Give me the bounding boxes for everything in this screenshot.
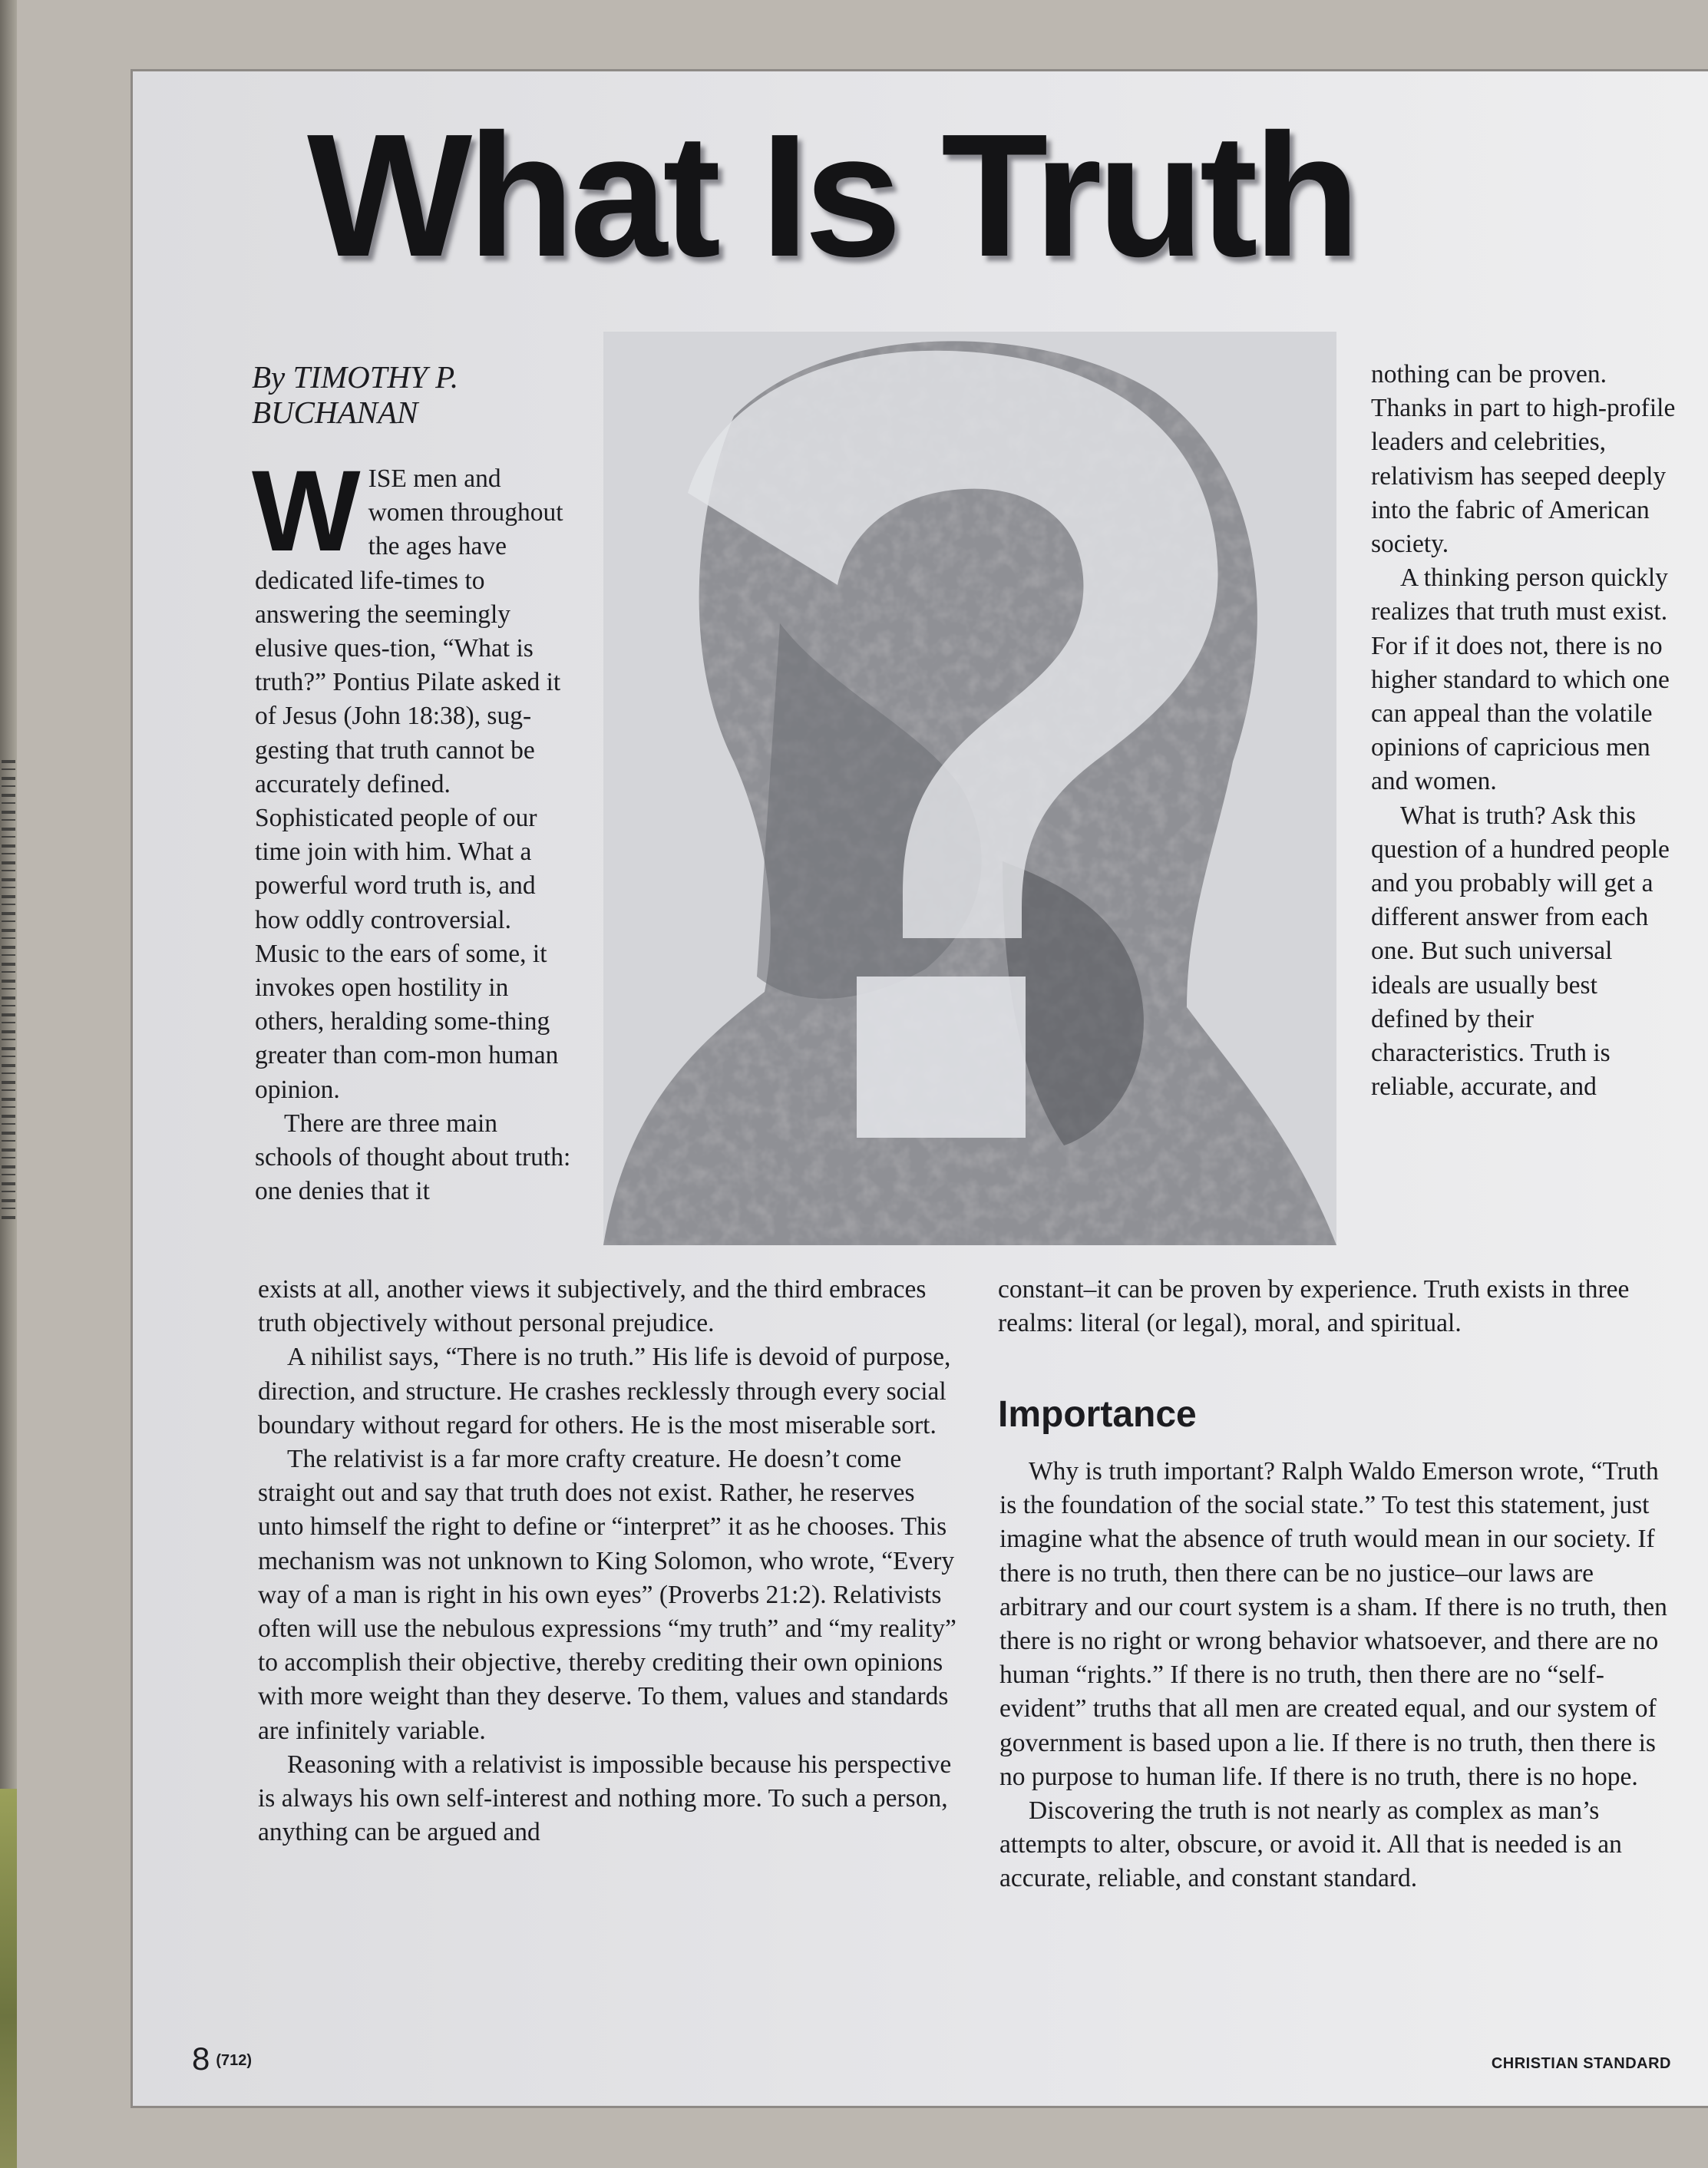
paragraph: A thinking person quickly realizes that truth must exist. For if it does not, there is no higher standard to which one can appeal than the volatile opinions of capricious men and women. <box>1371 563 1670 796</box>
magazine-name: CHRISTIAN STANDARD <box>1491 2055 1671 2072</box>
paragraph: A nihilist says, “There is no truth.” His life is devoid of purpose, direction, and structure. He crashes recklessly through every social boundary without regard for others. He is the most miserable sort. <box>258 1343 951 1439</box>
section-heading: Importance <box>998 1394 1197 1435</box>
page-number <box>192 2041 252 2077</box>
paragraph: There are three main schools of thought about truth: one denies that it <box>255 1109 571 1206</box>
column-2-wide <box>999 1455 1673 1896</box>
adjacent-page-edge <box>0 1789 17 2168</box>
column-2-narrow <box>1371 358 1678 1104</box>
byline: By TIMOTHY P. BUCHANAN <box>252 359 459 430</box>
paragraph: What is truth? Ask this question of a hundred people and you probably will get a different answer from each one. But such universal ideals are usually best defined by their characteristics. Truth is reliable, accurate, and <box>1371 801 1670 1102</box>
paragraph: constant–it can be proven by experience. Truth exists in three realms: literal (or legal), moral, and spiritual. <box>998 1275 1630 1338</box>
question-mark-dot <box>857 977 1026 1138</box>
paragraph: Why is truth important? Ralph Waldo Emerson wrote, “Truth is the foundation of the social state.” To test this statement, just imagine what the absence of truth would mean in our society. If there is no truth, then there can be no justice–our laws are arbitrary and our court system is a sham. If there is no truth, then there is no right or wrong behavior whatsoever, and there are no human “rights.” If there is no truth, then there are no “self-evident” truths that all men are created equal, and our system of government is based upon a lie. If there is no truth, then there is no purpose to human life. If there is no truth, there is no hope. <box>999 1457 1667 1791</box>
page-number-sub: (712) <box>216 2052 253 2070</box>
paragraph: nothing can be proven. Thanks in part to high-profile leaders and celebrities, relativism has seeped deeply into the fabric of American society. <box>1371 360 1676 559</box>
paragraph: The relativist is a far more crafty creature. He doesn’t come straight out and say that truth does not exist. Rather, he reserves unto himself the right to define or “interpret” it as he chooses. This mechanism was not unknown to King Solomon, who wrote, “Every way of a man is right in his own eyes” (Proverbs 21:2). Relativists often will use the nebulous expressions “my truth” and “my reality” to accomplish their objective, thereby crediting their own opinions with more weight than they deserve. To them, values and standards are infinitely variable. <box>258 1445 956 1745</box>
spine-marks <box>2 760 15 1221</box>
paragraph: Reasoning with a relativist is impossible because his perspective is always his own self-interest and nothing more. To such a person, anything can be argued and <box>258 1750 952 1847</box>
column-1-wide <box>258 1273 956 1849</box>
paragraph-text: ISE men and women throughout the ages have dedicated life-times to answering the seemingly elusive ques-tion, “What is truth?” Pontius Pilate asked it of Jesus (John 18:38), sug-gesting that truth cannot be accurately defined. Sophisticated people of our time join with him. What a powerful word truth is, and how oddly controversial. Music to the ears of some, it invokes open hostility in others, heralding some-thing greater than com-mon human opinion. <box>255 464 563 1104</box>
halftone-portrait-image <box>603 332 1336 1245</box>
binding-spine <box>0 0 17 2168</box>
column-2-wide-intro <box>998 1273 1673 1340</box>
page-number-value: 8 <box>192 2041 210 2077</box>
opening-paragraph <box>252 446 577 1107</box>
article-title: What Is Truth <box>307 98 1356 293</box>
paragraph: exists at all, another views it subjectively, and the third embraces truth objectively without personal prejudice. <box>258 1275 927 1338</box>
paragraph: Discovering the truth is not nearly as complex as man’s attempts to alter, obscure, or avoid it. All that is needed is an accurate, reliable, and constant standard. <box>999 1796 1622 1893</box>
column-1-narrow <box>252 446 577 1208</box>
question-mark-illustration <box>603 332 1336 1245</box>
drop-cap: W <box>252 446 361 575</box>
